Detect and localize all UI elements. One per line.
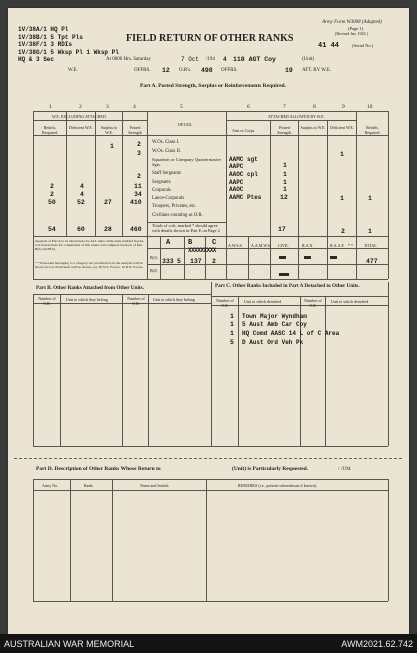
analysis-head-raaf: R.A.A.F.: [330, 243, 345, 248]
header-col6: Arm or Corps.: [232, 128, 256, 133]
header-we-excl: W.E. EXCLUDING ATTACHED.: [52, 114, 107, 119]
cell-arm: AAMC Ptes: [229, 194, 262, 201]
analysis-b2-label: B(2): [150, 268, 158, 273]
detached-count: 5: [230, 339, 234, 346]
part-c-col4: Unit to which detached: [331, 299, 369, 304]
cell-arm: AAPC: [229, 179, 244, 186]
analysis-head-ran: R.A.N.: [302, 243, 314, 248]
cell-c4: 2: [137, 173, 141, 180]
analysis-head-other: * *: [348, 243, 353, 248]
analysis-b1-label: B(1): [150, 255, 158, 260]
form-sheet: [8, 8, 409, 634]
col-number: 6: [247, 104, 250, 110]
or-label: O.R's.: [179, 68, 192, 73]
row-detail: Corporals: [152, 188, 171, 193]
cell-c4: 34: [134, 191, 142, 198]
part-c-col1: Number of O.R.: [216, 298, 234, 308]
distribution-line: 1V/38A/1 HQ Pl: [18, 26, 69, 33]
redaction-mark: [279, 273, 289, 276]
year-digit: 4: [223, 56, 227, 63]
cell-arm: AAOC: [229, 186, 244, 193]
part-b-col1: Number of O.R.: [38, 296, 56, 306]
row-detail: Staff Sergeants: [152, 171, 181, 176]
part-d-date: / /194: [338, 466, 351, 472]
analysis-head-total: TOTAL: [364, 243, 377, 248]
analysis-head-aamws: A.A.M.W.S.: [251, 243, 271, 248]
detached-unit: HQ Comd AASC 14 L of C Area: [242, 330, 340, 337]
part-b-title: Part B. Other Ranks Attached from Other Units.: [36, 285, 144, 291]
att-label: ATT. BY W.E.: [302, 68, 332, 73]
part-b-col4: Unit to which they belong: [153, 297, 195, 302]
totals-detail: Totals of cols. marked * should agree with details shown in Part E on Page 2: [152, 223, 220, 233]
col-number: 9: [342, 104, 345, 110]
att-value: 19: [285, 67, 293, 74]
footer-institution: AUSTRALIAN WAR MEMORIAL: [4, 639, 135, 649]
header-col9: Deficient W.E.: [330, 125, 354, 130]
detached-count: 1: [230, 313, 234, 320]
row-detail: W.Os. Class II.: [152, 149, 182, 154]
total-c2: 60: [77, 226, 85, 233]
total-c4: 460: [130, 226, 142, 233]
analysis-head-b: B: [188, 239, 193, 247]
analysis-struck: XXXXXXXXX: [188, 247, 216, 254]
part-d-title: Part D. Description of Other Ranks Whose Return to: [36, 466, 161, 472]
cell-c2: 4: [80, 191, 84, 198]
row-detail: Lance-Corporals: [152, 196, 185, 201]
row-detail: Sergeants: [152, 180, 171, 185]
distribution-line: HQ & 3 Sec: [18, 56, 55, 64]
footer-accession: AWM2021.62.742: [341, 639, 413, 649]
row-detail: W.Os. Class I.: [152, 140, 180, 145]
detached-unit: 5 Aust Amb Car Coy: [242, 321, 307, 328]
col-number: 4: [133, 104, 136, 110]
row-detail: Troopers, Privates, etc.: [152, 204, 197, 209]
distribution-line: 1V/38B/1 5 Tpt Pls: [18, 33, 83, 41]
unit-label: (Unit): [302, 57, 315, 62]
part-d-col-army-no: Army No.: [42, 483, 59, 488]
cell-c7: 1: [283, 162, 287, 169]
analysis-b-value: 5: [177, 258, 181, 265]
total-c3: 28: [104, 226, 112, 233]
row-detail: Squadron or Company Quartermaster Sgts.: [152, 157, 222, 167]
tear-line: [14, 458, 402, 459]
col-number: 10: [367, 104, 373, 110]
redaction-mark: [304, 256, 311, 259]
hrs-line: At 0600 Hrs. Saturday: [106, 57, 151, 62]
cell-c7: 12: [280, 194, 288, 201]
part-d-col-remarks: REMARKS (i.e., present whereabouts if known).: [238, 483, 317, 488]
form-number: Army Form W3008 (Adapted): [322, 20, 382, 25]
cell-c3: 27: [104, 199, 112, 206]
total-c7: 17: [278, 226, 286, 233]
part-a-title: Part A. Posted Strength, Surplus or Reinforcements Required.: [140, 83, 286, 89]
cell-arm: AAOC cpl: [229, 171, 258, 178]
analysis-head-a: A: [166, 239, 171, 247]
offrs-we-value: 12: [162, 67, 170, 74]
header-col7: Posted Strength.: [277, 125, 292, 135]
unit-value: 118 AGT Coy: [233, 56, 276, 63]
offrs-label: OFFRS.: [134, 68, 151, 73]
cell-c1: 2: [50, 191, 54, 198]
col-number: 1: [49, 104, 52, 110]
analysis-total-value: 477: [366, 258, 378, 265]
cell-c4: 410: [130, 199, 142, 206]
col-number: 5: [180, 104, 183, 110]
total-c1: 54: [48, 226, 56, 233]
total-c10: 1: [368, 228, 372, 235]
part-d-title-2: (Unit) is Particularly Requested.: [232, 466, 309, 472]
cell-c2: 52: [77, 199, 85, 206]
serial-value: 41 44: [318, 42, 340, 50]
cell-c9: 1: [340, 195, 344, 202]
col-number: 7: [283, 104, 286, 110]
analysis-d-value: 2: [212, 258, 216, 265]
header-attached: ATTACHED ALLOWED BY W.E.: [268, 114, 325, 119]
serial-label: (Serial No.): [352, 43, 374, 48]
header-col2: Deficient W.E.: [69, 125, 93, 130]
cell-c1: 50: [48, 199, 56, 206]
analysis-note-1: Analysis of Part A to be shown here by ALL units. Only units notified in para. 5 of instructions for compilation of this return will complete Sections of Part B(2) and B(3).: [35, 239, 145, 252]
analysis-head-awss: A.W.S.S.: [228, 243, 243, 248]
cell-c4: 3: [137, 150, 141, 157]
header-col4: Posted Strength: [128, 125, 142, 135]
part-d-col-rank: Rank.: [84, 483, 94, 488]
total-c9: 2: [341, 228, 345, 235]
distribution-list: [18, 26, 119, 64]
header-col3: Surplus to W.E.: [100, 125, 118, 135]
distribution-line: 1V/38G/1 5 Wksp Pl 1 Wksp Pl: [18, 48, 119, 56]
part-c-title: Part C. Other Ranks Included in Part A Detached to Other Units.: [215, 283, 360, 289]
form-revised: (Revised Jan. 1943.): [335, 31, 368, 36]
cell-c10: 1: [368, 195, 372, 202]
cell-arm: AAMC sgt: [229, 156, 258, 163]
col-number: 8: [313, 104, 316, 110]
cell-c3: 1: [110, 143, 114, 150]
form-page: (Page 1): [348, 26, 364, 31]
cell-c4: 11: [134, 183, 142, 190]
cell-c7: 1: [283, 186, 287, 193]
row-detail: Civilians counting as O.R.: [152, 213, 203, 218]
cell-c1: 2: [50, 183, 54, 190]
detached-unit: D Aust Ord Veh Pk: [242, 339, 304, 346]
cell-c4: 2: [137, 141, 141, 148]
distribution-line: 1V/38F/1 3 RDIs: [18, 41, 73, 49]
analysis-c-value: 137: [190, 258, 202, 265]
footer-bar: [0, 634, 417, 653]
part-b-col2: Unit to which they belong: [66, 297, 108, 302]
header-col8: Surplus to W.E.: [300, 125, 326, 130]
detached-count: 1: [230, 321, 234, 328]
we-label: W.E.: [68, 68, 78, 73]
analysis-head-civil: CIVIL: [278, 243, 289, 248]
cell-c2: 4: [80, 183, 84, 190]
offrs2-label: OFFRS.: [221, 68, 238, 73]
redaction-mark: [330, 256, 337, 259]
or-we-value: 498: [201, 67, 213, 74]
analysis-a-value: 333: [162, 258, 174, 265]
cell-arm: AAPC: [229, 163, 244, 170]
header-col1: Reinfts. Required.: [42, 125, 58, 135]
redaction-mark: [279, 256, 286, 259]
analysis-head-c: C: [212, 239, 217, 247]
part-b-col3: Number of O.R.: [127, 296, 145, 306]
cell-c7: 1: [283, 179, 287, 186]
part-d-col-name: Name and Initials.: [140, 483, 170, 488]
col-number: 3: [106, 104, 109, 110]
col-number: 2: [79, 104, 82, 110]
detached-count: 1: [230, 330, 234, 337]
header-col10: Reinfts. Required.: [364, 125, 381, 135]
analysis-note-2: * * Personnel belonging to a category not provided for in the analysis will be shown in Col. Particulars will be shown, e.g. 20 N.Z. Forces, 10 R.N. Forces.: [35, 261, 144, 270]
date-value: 7 Oct: [181, 56, 200, 63]
part-c-col3: Number of O.R.: [304, 298, 322, 308]
cell-c9: 1: [340, 151, 344, 158]
page-title: FIELD RETURN OF OTHER RANKS: [126, 33, 294, 44]
date-year: /194: [206, 57, 215, 62]
detached-unit: Town Major Wyndham: [242, 313, 307, 320]
header-detail: DETAIL.: [178, 122, 194, 127]
cell-c7: 1: [283, 171, 287, 178]
part-c-col2: Unit to which detached: [244, 299, 282, 304]
